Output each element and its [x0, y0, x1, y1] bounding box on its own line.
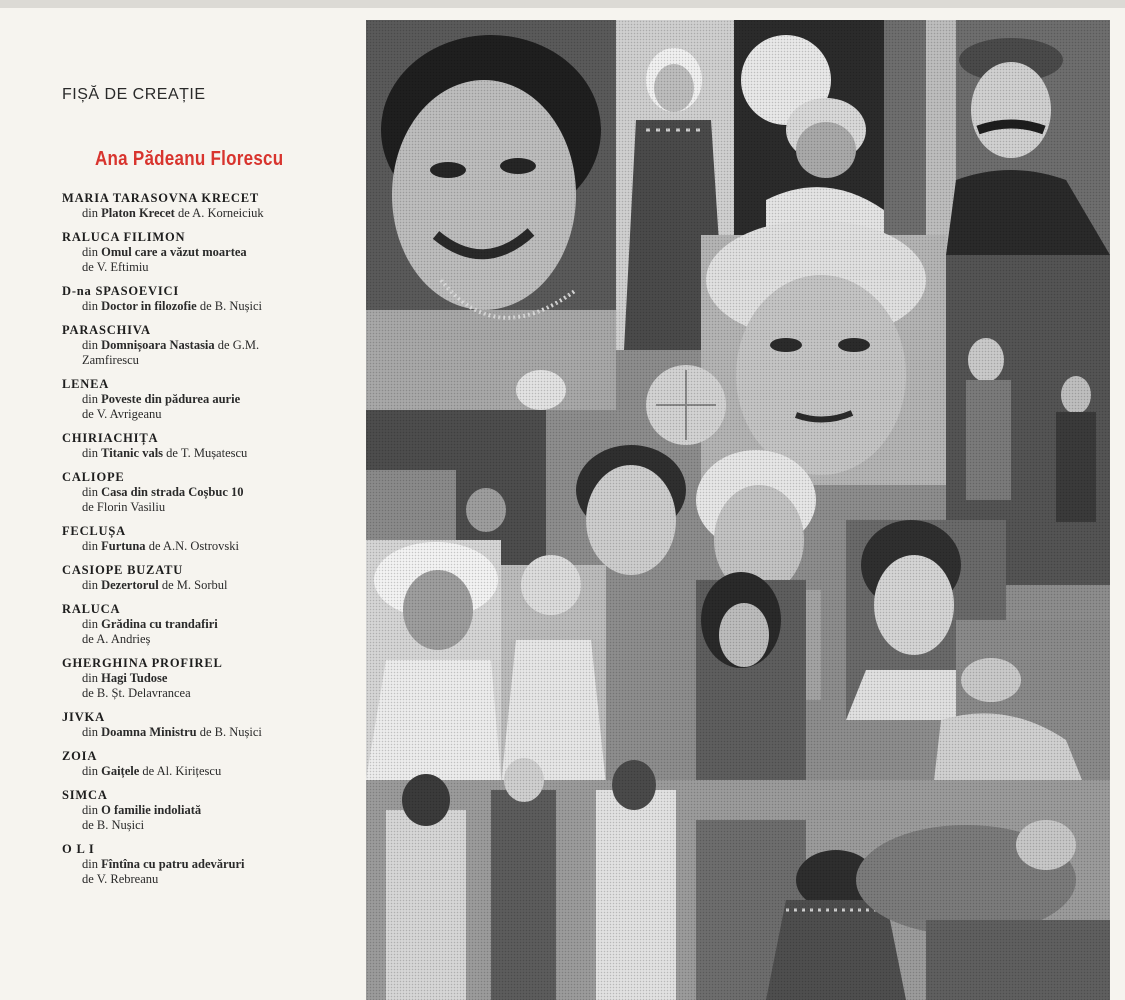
- role-source-line: [62, 338, 324, 353]
- role-entry: [62, 788, 324, 833]
- source-prefix: din: [82, 539, 102, 553]
- source-prefix: de B. Nușici: [82, 818, 145, 832]
- role-entry: [62, 710, 324, 740]
- play-title: Domnișoara Nastasia: [101, 338, 215, 352]
- role-name: GHERGHINA PROFIREL: [62, 656, 223, 670]
- source-prefix: din: [82, 245, 102, 259]
- source-prefix: din: [82, 725, 102, 739]
- source-author: de Al. Kirițescu: [139, 764, 222, 778]
- role-name: PARASCHIVA: [62, 323, 151, 337]
- play-title: Hagi Tudose: [101, 671, 168, 685]
- role-entry: [62, 377, 324, 422]
- source-prefix: din: [82, 392, 102, 406]
- play-title: Doctor in filozofie: [101, 299, 197, 313]
- role-name: O L I: [62, 842, 95, 856]
- role-name: CASIOPE BUZATU: [62, 563, 184, 577]
- role-entry: [62, 230, 324, 275]
- role-source-line: [62, 857, 324, 872]
- source-author: de T. Mușatescu: [163, 446, 248, 460]
- section-label: FIȘĂ DE CREAȚIE: [62, 86, 206, 103]
- source-author: de M. Sorbul: [158, 578, 228, 592]
- role-source-line: [62, 260, 324, 275]
- play-title: Casa din strada Coșbuc 10: [101, 485, 244, 499]
- role-source-line: [62, 872, 324, 887]
- role-entry: [62, 524, 324, 554]
- role-source-line: [62, 539, 324, 554]
- play-title: Grădina cu trandafiri: [101, 617, 218, 631]
- source-prefix: de A. Andrieș: [82, 632, 151, 646]
- role-entry: [62, 191, 324, 221]
- role-source-line: [62, 500, 324, 515]
- role-source-line: [62, 725, 324, 740]
- role-source-line: [62, 803, 324, 818]
- source-author: de B. Nușici: [196, 299, 262, 313]
- role-name: JIVKA: [62, 710, 105, 724]
- play-title: Platon Krecet: [101, 206, 175, 220]
- role-source-line: [62, 353, 324, 368]
- source-prefix: de V. Rebreanu: [82, 872, 159, 886]
- role-name: LENEA: [62, 377, 110, 391]
- role-name: MARIA TARASOVNA KRECET: [62, 191, 260, 205]
- role-entry: [62, 431, 324, 461]
- role-source-line: [62, 407, 324, 422]
- role-entry: [62, 563, 324, 593]
- source-prefix: din: [82, 485, 102, 499]
- role-source-line: [62, 245, 324, 260]
- role-source-line: [62, 446, 324, 461]
- source-prefix: de Florin Vasiliu: [82, 500, 166, 514]
- role-source-line: [62, 617, 324, 632]
- photo-collage: [366, 20, 1110, 1000]
- actress-name: Ana Pădeanu Florescu: [95, 148, 284, 170]
- role-source-line: [62, 686, 324, 701]
- credits-column: [0, 0, 360, 1000]
- play-title: Doamna Ministru: [101, 725, 197, 739]
- roles-list: [62, 191, 324, 896]
- role-source-line: [62, 578, 324, 593]
- source-prefix: din: [82, 671, 102, 685]
- role-name: RALUCA: [62, 602, 121, 616]
- collage-graphic: [366, 20, 1110, 1000]
- role-source-line: [62, 818, 324, 833]
- source-prefix: din: [82, 299, 102, 313]
- role-name: D-na SPASOEVICI: [62, 284, 179, 298]
- role-entry: [62, 284, 324, 314]
- source-author: de G.M.: [214, 338, 260, 352]
- role-entry: [62, 323, 324, 368]
- role-source-line: [62, 764, 324, 779]
- play-title: O familie indoliată: [101, 803, 202, 817]
- role-name: RALUCA FILIMON: [62, 230, 186, 244]
- source-prefix: din: [82, 857, 102, 871]
- role-name: SIMCA: [62, 788, 108, 802]
- source-prefix: de B. Șt. Delavrancea: [82, 686, 191, 700]
- play-title: Gaițele: [101, 764, 140, 778]
- source-prefix: din: [82, 338, 102, 352]
- play-title: Poveste din pădurea aurie: [101, 392, 241, 406]
- source-author: de A.N. Ostrovski: [145, 539, 239, 553]
- source-prefix: din: [82, 764, 102, 778]
- source-prefix: din: [82, 617, 102, 631]
- role-entry: [62, 656, 324, 701]
- role-name: CHIRIACHIȚA: [62, 431, 159, 445]
- source-prefix: din: [82, 206, 102, 220]
- source-prefix: din: [82, 578, 102, 592]
- play-title: Furtuna: [101, 539, 146, 553]
- role-source-line: [62, 299, 324, 314]
- role-entry: [62, 602, 324, 647]
- role-source-line: [62, 485, 324, 500]
- source-prefix: din: [82, 803, 102, 817]
- play-title: Dezertorul: [101, 578, 159, 592]
- source-prefix: Zamfirescu: [82, 353, 139, 367]
- play-title: Omul care a văzut moartea: [101, 245, 247, 259]
- source-prefix: de V. Eftimiu: [82, 260, 149, 274]
- role-source-line: [62, 206, 324, 221]
- role-name: CALIOPE: [62, 470, 125, 484]
- role-source-line: [62, 632, 324, 647]
- role-source-line: [62, 392, 324, 407]
- role-name: FECLUȘA: [62, 524, 126, 538]
- role-source-line: [62, 671, 324, 686]
- source-prefix: din: [82, 446, 102, 460]
- source-prefix: de V. Avrigeanu: [82, 407, 162, 421]
- role-entry: [62, 842, 324, 887]
- role-entry: [62, 470, 324, 515]
- source-author: de B. Nușici: [196, 725, 262, 739]
- source-author: de A. Korneiciuk: [174, 206, 264, 220]
- role-name: ZOIA: [62, 749, 98, 763]
- play-title: Titanic vals: [101, 446, 164, 460]
- role-entry: [62, 749, 324, 779]
- play-title: Fîntîna cu patru adevăruri: [101, 857, 245, 871]
